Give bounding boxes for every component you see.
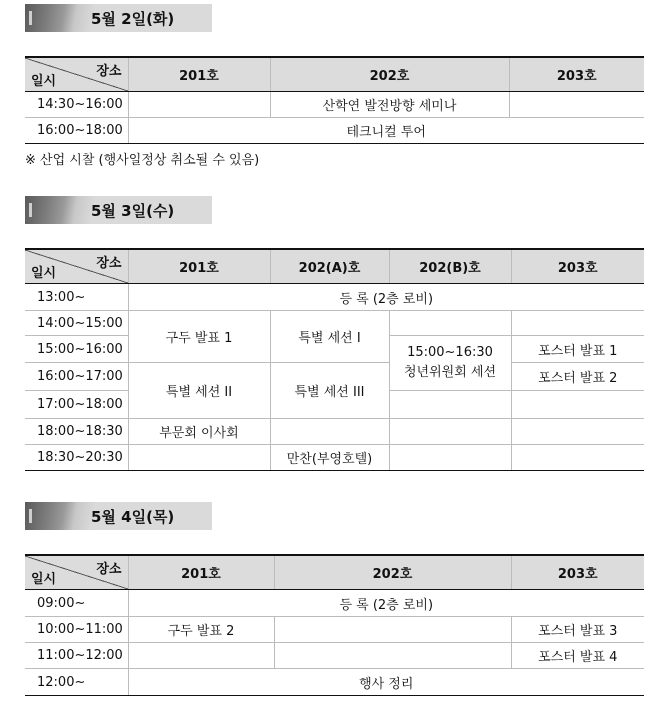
time-cell: 18:00~18:30 [25,419,128,445]
column-header: 201호 [128,57,270,92]
session-cell: 포스터 발표 2 [511,363,644,391]
empty-cell [511,311,644,336]
note-text: ※ 산업 시찰 (행사일정상 취소될 수 있음) [25,153,260,168]
empty-cell [511,445,644,471]
corner-cell [25,555,128,590]
session-cell: 포스터 발표 3 [511,617,644,643]
empty-cell [511,419,644,445]
date-label: 일시 [31,266,57,281]
youth-session: 청년위원회 세션 [403,365,497,380]
session-cell: 산학연 발전방향 세미나 [270,92,509,118]
empty-cell [509,92,644,118]
empty-cell [128,643,274,669]
empty-cell [389,311,511,336]
empty-cell [389,445,511,471]
session-cell: 구두 발표 1 [128,311,270,363]
column-header: 202(A)호 [270,249,389,284]
time-cell: 18:30~20:30 [25,445,128,471]
day-title: 5월 2일(화) [91,10,175,28]
time-cell: 14:30~16:00 [25,92,128,118]
youth-session-cell [389,336,511,391]
day-header-may3 [25,196,212,224]
column-header: 201호 [128,555,274,590]
session-cell: 만찬(부영호텔) [270,445,389,471]
column-header: 202(B)호 [389,249,511,284]
session-cell: 구두 발표 2 [128,617,274,643]
time-cell: 09:00~ [25,590,128,617]
session-cell: 등 록 (2층 로비) [128,284,644,311]
schedule-table-may3 [25,248,644,471]
header-marker [29,203,32,217]
time-cell: 14:00~15:00 [25,311,128,336]
place-label: 장소 [96,256,122,271]
empty-cell [270,419,389,445]
time-cell: 10:00~11:00 [25,617,128,643]
empty-cell [128,92,270,118]
column-header: 203호 [511,249,644,284]
date-label: 일시 [31,572,57,587]
place-label: 장소 [96,562,122,577]
empty-cell [128,445,270,471]
header-marker [29,509,32,523]
time-cell: 17:00~18:00 [25,391,128,419]
column-header: 202호 [270,57,509,92]
schedule-table-may4 [25,554,644,696]
column-header: 202호 [274,555,511,590]
time-cell: 13:00~ [25,284,128,311]
day-header-may2 [25,4,212,32]
session-cell: 특별 세션 I [270,311,389,363]
session-cell: 부문회 이사회 [128,419,270,445]
header-marker [29,11,32,25]
session-cell: 특별 세션 II [128,363,270,419]
day-title: 5월 3일(수) [91,202,175,220]
day-header-may4 [25,502,212,530]
session-cell: 특별 세션 III [270,363,389,419]
empty-cell [511,391,644,419]
time-cell: 16:00~17:00 [25,363,128,391]
empty-cell [389,419,511,445]
time-cell: 11:00~12:00 [25,643,128,669]
day-title: 5월 4일(목) [91,508,175,526]
session-cell: 포스터 발표 4 [511,643,644,669]
time-cell: 15:00~16:00 [25,336,128,363]
session-cell: 등 록 (2층 로비) [128,590,644,617]
empty-cell [274,617,511,643]
place-label: 장소 [96,64,122,79]
empty-cell [389,391,511,419]
youth-time: 15:00~16:30 [407,345,493,360]
session-cell: 포스터 발표 1 [511,336,644,363]
column-header: 201호 [128,249,270,284]
time-cell: 12:00~ [25,669,128,696]
schedule-table-may2 [25,56,644,144]
corner-cell [25,57,128,92]
date-label: 일시 [31,74,57,89]
corner-cell [25,249,128,284]
time-cell: 16:00~18:00 [25,118,128,144]
column-header: 203호 [511,555,644,590]
session-cell: 행사 정리 [128,669,644,696]
session-cell: 테크니컬 투어 [128,118,644,144]
empty-cell [274,643,511,669]
column-header: 203호 [509,57,644,92]
